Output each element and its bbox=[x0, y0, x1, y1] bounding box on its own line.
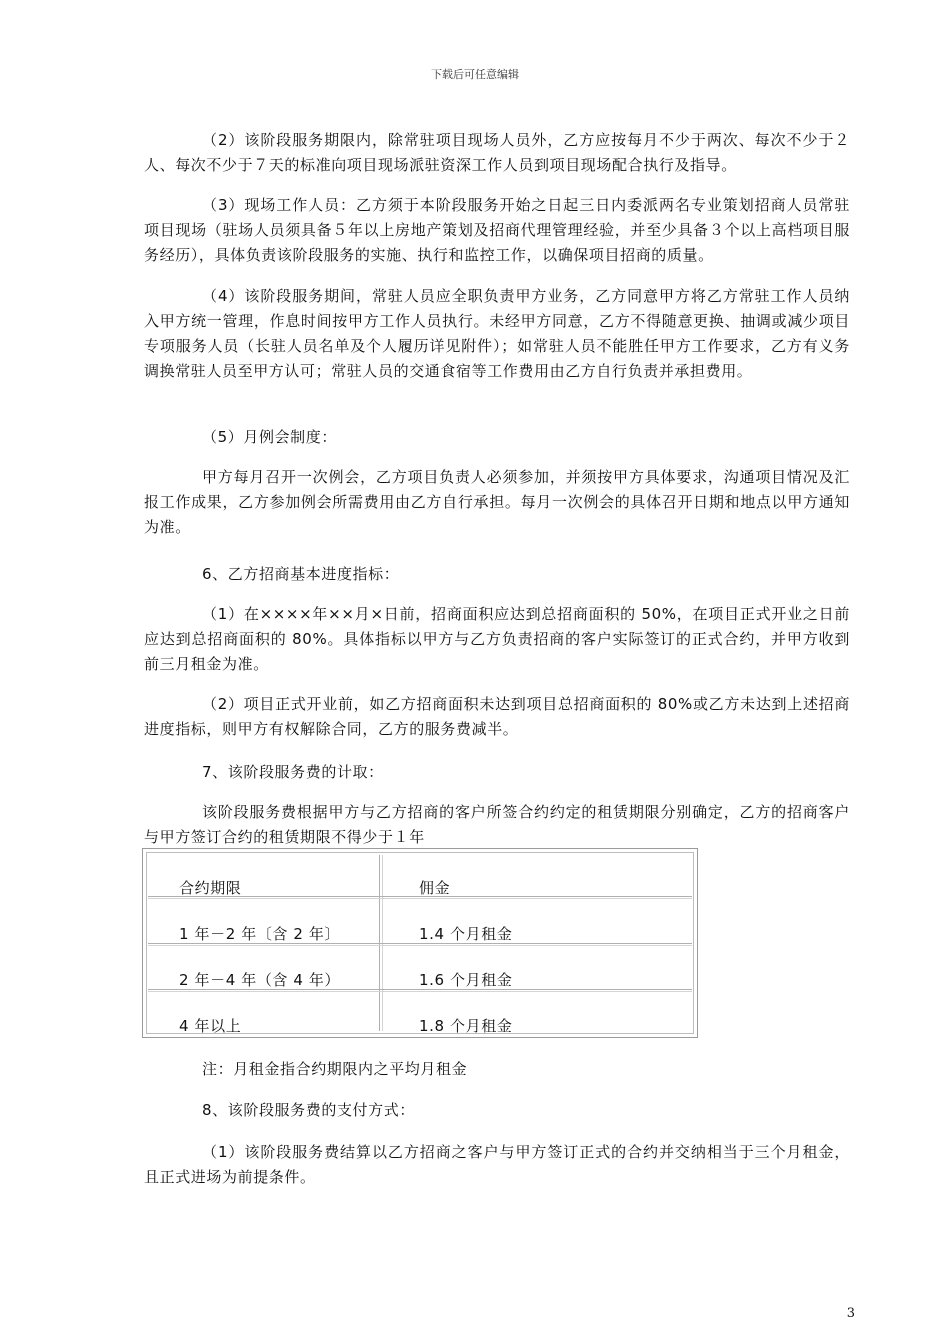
table-cell-term: 2 年－4 年（含 4 年） bbox=[179, 971, 341, 989]
table-cell-commission: 1.8 个月租金 bbox=[419, 1017, 513, 1035]
section-6-heading: 6、乙方招商基本进度指标： bbox=[202, 565, 400, 583]
paragraph-2: （2）该阶段服务期限内，除常驻项目现场人员外，乙方应按每月不少于两次、每次不少于２人、每次不少于７天的标准向项目现场派驻资深工作人员到项目现场配合执行及指导。 bbox=[144, 131, 850, 174]
section-8-heading: 8、该阶段服务费的支付方式： bbox=[202, 1101, 415, 1119]
table-cell-term: 1 年－2 年〔含 2 年〕 bbox=[179, 925, 341, 943]
page-header: 下载后可任意编辑 bbox=[431, 68, 519, 81]
page-number: 3 bbox=[846, 1306, 855, 1321]
table-header-commission: 佣金 bbox=[419, 879, 451, 897]
paragraph-3: （3）现场工作人员：乙方须于本阶段服务开始之日起三日内委派两名专业策划招商人员常驻项目现场（驻场人员须具备５年以上房地产策划及招商代理管理经验，并至少具备３个以上高档项目服务经历），具体负责该阶段服务的实施、执行和监控工作，以确保项目招商的质量。 bbox=[144, 196, 850, 264]
table-note: 注：月租金指合约期限内之平均月租金 bbox=[202, 1060, 468, 1078]
section-7-body: 该阶段服务费根据甲方与乙方招商的客户所签合约约定的租赁期限分别确定，乙方的招商客户与甲方签订合约的租赁期限不得少于１年 bbox=[144, 803, 850, 846]
section-8-item-1: （1）该阶段服务费结算以乙方招商之客户与甲方签订正式的合约并交纳相当于三个月租金，且正式进场为前提条件。 bbox=[144, 1143, 850, 1186]
section-7-heading: 7、该阶段服务费的计取： bbox=[202, 763, 384, 781]
table-header-term: 合约期限 bbox=[179, 879, 242, 897]
paragraph-4: （4）该阶段服务期间，常驻人员应全职负责甲方业务，乙方同意甲方将乙方常驻工作人员纳入甲方统一管理，作息时间按甲方工作人员执行。未经甲方同意，乙方不得随意更换、抽调或减少项目专项服务人员（长驻人员名单及个人履历详见附件）；如常驻人员不能胜任甲方工作要求，乙方有义务调换常驻人员至甲方认可；常驻人员的交通食宿等工作费用由乙方自行负责并承担费用。 bbox=[144, 287, 850, 380]
table-cell-commission: 1.6 个月租金 bbox=[419, 971, 513, 989]
paragraph-5-heading: （5）月例会制度： bbox=[202, 428, 337, 446]
section-6-item-1: （1）在××××年××月×日前，招商面积应达到总招商面积的 50%，在项目正式开业之日前应达到总招商面积的 80%。具体指标以甲方与乙方负责招商的客户实际签订的正式合约，并甲方收到前三月租金为准。 bbox=[144, 605, 850, 673]
section-6-item-2: （2）项目正式开业前，如乙方招商面积未达到项目总招商面积的 80%或乙方未达到上述招商进度指标，则甲方有权解除合同，乙方的服务费减半。 bbox=[144, 695, 850, 738]
paragraph-5-body: 甲方每月召开一次例会，乙方项目负责人必须参加，并须按甲方具体要求，沟通项目情况及汇报工作成果，乙方参加例会所需费用由乙方自行承担。每月一次例会的具体召开日期和地点以甲方通知为准。 bbox=[144, 468, 850, 536]
table-cell-commission: 1.4 个月租金 bbox=[419, 925, 513, 943]
commission-table bbox=[142, 848, 698, 1038]
table-cell-term: 4 年以上 bbox=[179, 1017, 242, 1035]
